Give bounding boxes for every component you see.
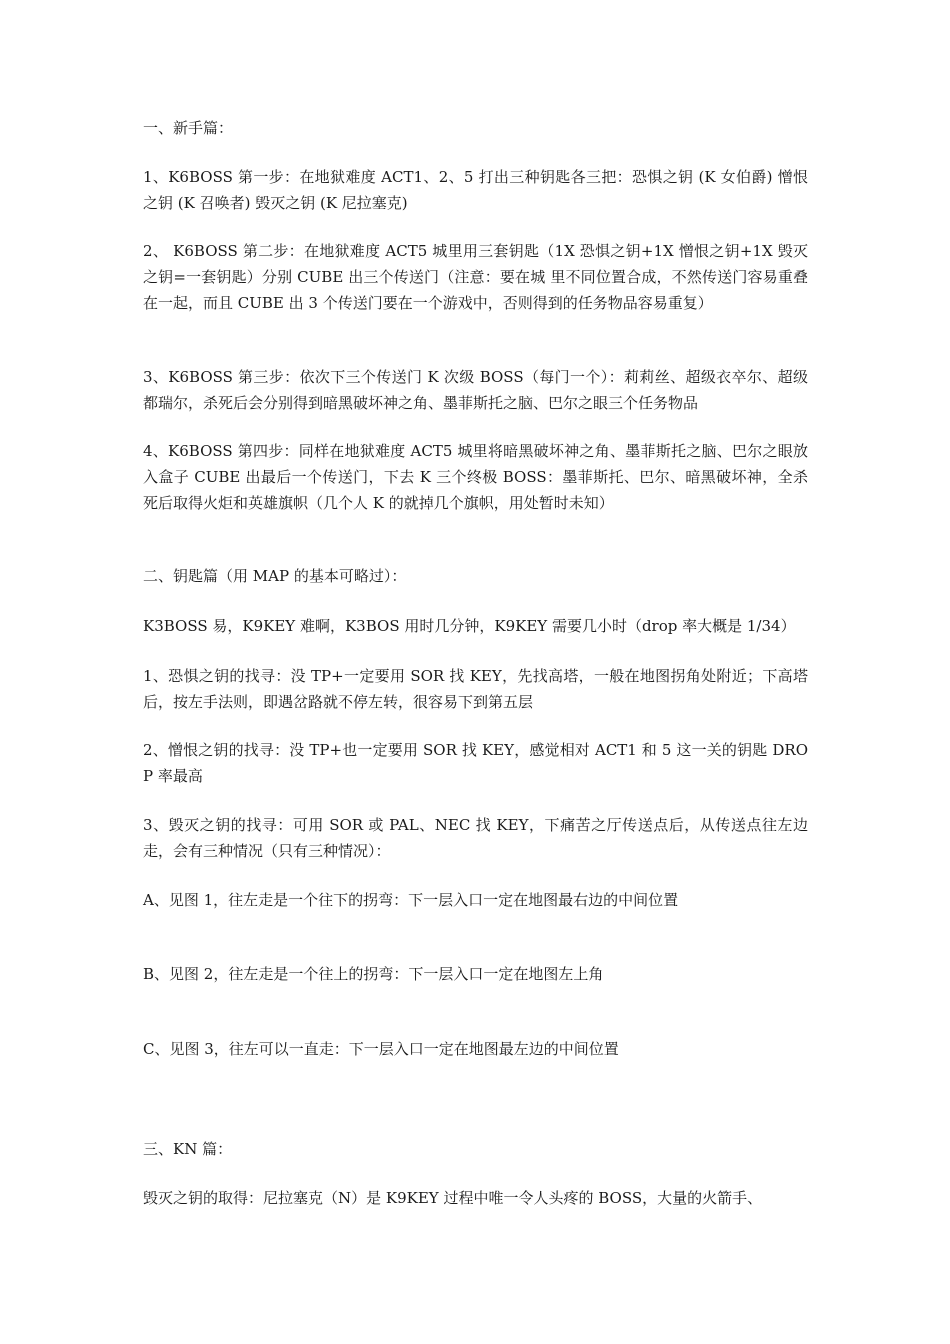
paragraph-step-4: 4、K6BOSS 第四步：同样在地狱难度 ACT5 城里将暗黑破坏神之角、墨菲斯托之脑、巴尔之眼放入盒子 CUBE 出最后一个传送门，下去 K 三个终极 BOSS：墨菲斯托、巴尔、暗黑破坏神，全杀死后取得火炬和英雄旗帜（几个人 K 的就掉几个旗帜，用处暂时未知） [143,442,808,512]
paragraph-key-hate: 2、憎恨之钥的找寻：没 TP+也一定要用 SOR 找 KEY，感觉相对 ACT1 和 5 这一关的钥匙 DROP 率最高 [143,741,808,785]
paragraph-step-3: 3、K6BOSS 第三步：依次下三个传送门 K 次级 BOSS（每门一个）：莉莉丝、超级衣卒尔、超级都瑞尔，杀死后会分别得到暗黑破坏神之角、墨菲斯托之脑、巴尔之眼三个任务物品 [143,368,808,412]
paragraph-case-b: B、见图 2，往左走是一个往上的拐弯：下一层入口一定在地图左上角 [143,965,604,983]
paragraph-key-destruction: 3、毁灭之钥的找寻：可用 SOR 或 PAL、NEC 找 KEY，下痛苦之厅传送点后，从传送点往左边走，会有三种情况（只有三种情况）： [143,816,808,860]
section-title-keys: 二、钥匙篇（用 MAP 的基本可略过）： [143,567,407,585]
section-title-kn: 三、KN 篇： [143,1140,233,1158]
paragraph-kn-intro: 毁灭之钥的取得：尼拉塞克（N）是 K9KEY 过程中唯一令人头疼的 BOSS，大量的火箭手、 [143,1189,763,1207]
section-title-newbie: 一、新手篇： [143,119,234,137]
paragraph-keys-intro: K3BOSS 易，K9KEY 难啊，K3BOS 用时几分钟，K9KEY 需要几小时（drop 率大概是 1/34） [143,617,796,635]
paragraph-step-2: 2、 K6BOSS 第二步：在地狱难度 ACT5 城里用三套钥匙（1X 恐惧之钥+1X 憎恨之钥+1X 毁灭之钥=一套钥匙）分别 CUBE 出三个传送门（注意：要在城 里不同位置合成，不然传送门容易重叠在一起，而且 CUBE 出 3 个传送门要在一个游戏中，否则得到的任务物品容易重复） [143,242,808,312]
paragraph-key-terror: 1、恐惧之钥的找寻：没 TP+一定要用 SOR 找 KEY，先找高塔，一般在地图拐角处附近；下高塔后，按左手法则，即遇岔路就不停左转，很容易下到第五层 [143,667,808,711]
paragraph-case-a: A、见图 1，往左走是一个往下的拐弯：下一层入口一定在地图最右边的中间位置 [143,891,679,909]
paragraph-case-c: C、见图 3，往左可以一直走：下一层入口一定在地图最左边的中间位置 [143,1040,619,1058]
paragraph-step-1: 1、K6BOSS 第一步：在地狱难度 ACT1、2、5 打出三种钥匙各三把：恐惧之钥 (K 女伯爵) 憎恨之钥 (K 召唤者) 毁灭之钥 (K 尼拉塞克) [143,168,808,212]
